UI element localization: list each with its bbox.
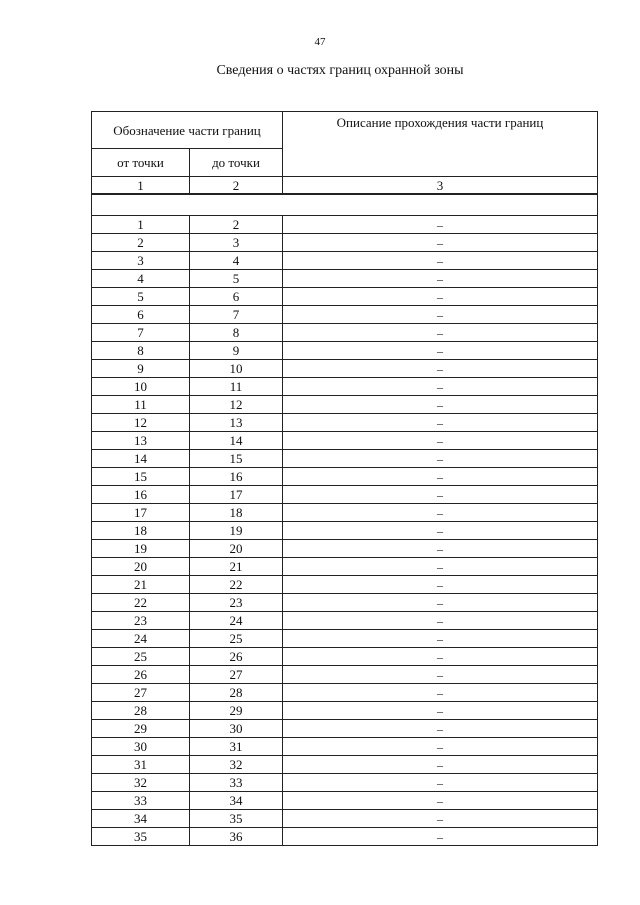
from-point-cell: 14: [92, 450, 190, 468]
table-row: [92, 306, 598, 324]
from-point-cell: 29: [92, 720, 190, 738]
from-point-cell: 24: [92, 630, 190, 648]
to-point-cell: 21: [190, 558, 283, 576]
description-cell: –: [283, 558, 598, 576]
to-point-cell: 20: [190, 540, 283, 558]
table-row: [92, 594, 598, 612]
table-row: [92, 288, 598, 306]
description-cell: –: [283, 378, 598, 396]
description-cell: –: [283, 774, 598, 792]
to-point-cell: 26: [190, 648, 283, 666]
blank-cell: [92, 194, 598, 216]
from-point-cell: 1: [92, 216, 190, 234]
from-point-cell: 19: [92, 540, 190, 558]
description-cell: –: [283, 486, 598, 504]
description-cell: –: [283, 522, 598, 540]
table-row: [92, 450, 598, 468]
to-point-cell: 29: [190, 702, 283, 720]
description-cell: –: [283, 576, 598, 594]
table-row: [92, 342, 598, 360]
column-number-row: [92, 177, 598, 195]
from-point-cell: 17: [92, 504, 190, 522]
header-row: [92, 112, 598, 149]
to-point-cell: 16: [190, 468, 283, 486]
description-cell: –: [283, 324, 598, 342]
description-cell: –: [283, 828, 598, 846]
from-point-cell: 31: [92, 756, 190, 774]
table-row: [92, 468, 598, 486]
table-row: [92, 270, 598, 288]
table-row: [92, 558, 598, 576]
blank-row: [92, 194, 598, 216]
to-point-cell: 27: [190, 666, 283, 684]
table-row: [92, 756, 598, 774]
from-point-cell: 9: [92, 360, 190, 378]
from-point-cell: 26: [92, 666, 190, 684]
to-point-cell: 4: [190, 252, 283, 270]
to-point-cell: 6: [190, 288, 283, 306]
header-from-cell: от точки: [92, 149, 190, 177]
description-cell: –: [283, 306, 598, 324]
table-row: [92, 414, 598, 432]
table-row: [92, 648, 598, 666]
from-point-cell: 4: [92, 270, 190, 288]
from-point-cell: 18: [92, 522, 190, 540]
to-point-cell: 33: [190, 774, 283, 792]
to-point-cell: 22: [190, 576, 283, 594]
to-point-cell: 7: [190, 306, 283, 324]
description-cell: –: [283, 342, 598, 360]
description-cell: –: [283, 234, 598, 252]
from-point-cell: 27: [92, 684, 190, 702]
table-row: [92, 486, 598, 504]
to-point-cell: 15: [190, 450, 283, 468]
table-row: [92, 576, 598, 594]
table-body: [92, 112, 598, 846]
description-cell: –: [283, 666, 598, 684]
description-cell: –: [283, 594, 598, 612]
table-row: [92, 504, 598, 522]
from-point-cell: 15: [92, 468, 190, 486]
from-point-cell: 20: [92, 558, 190, 576]
table-row: [92, 252, 598, 270]
description-cell: –: [283, 810, 598, 828]
description-cell: –: [283, 720, 598, 738]
table-row: [92, 522, 598, 540]
to-point-cell: 3: [190, 234, 283, 252]
from-point-cell: 25: [92, 648, 190, 666]
to-point-cell: 5: [190, 270, 283, 288]
description-cell: –: [283, 360, 598, 378]
description-cell: –: [283, 504, 598, 522]
column-number-cell: 3: [283, 177, 598, 195]
description-cell: –: [283, 630, 598, 648]
to-point-cell: 28: [190, 684, 283, 702]
description-cell: –: [283, 252, 598, 270]
to-point-cell: 24: [190, 612, 283, 630]
table-row: [92, 630, 598, 648]
from-point-cell: 5: [92, 288, 190, 306]
table-row: [92, 216, 598, 234]
description-cell: –: [283, 612, 598, 630]
description-cell: –: [283, 648, 598, 666]
description-cell: –: [283, 270, 598, 288]
table-row: [92, 396, 598, 414]
table-row: [92, 360, 598, 378]
from-point-cell: 6: [92, 306, 190, 324]
table-row: [92, 828, 598, 846]
to-point-cell: 10: [190, 360, 283, 378]
column-number-cell: 2: [190, 177, 283, 195]
from-point-cell: 2: [92, 234, 190, 252]
from-point-cell: 23: [92, 612, 190, 630]
from-point-cell: 22: [92, 594, 190, 612]
to-point-cell: 23: [190, 594, 283, 612]
description-cell: –: [283, 288, 598, 306]
table-row: [92, 792, 598, 810]
from-point-cell: 3: [92, 252, 190, 270]
table-row: [92, 540, 598, 558]
header-to-cell: до точки: [190, 149, 283, 177]
description-cell: –: [283, 702, 598, 720]
from-point-cell: 16: [92, 486, 190, 504]
table-row: [92, 432, 598, 450]
table-row: [92, 720, 598, 738]
to-point-cell: 34: [190, 792, 283, 810]
to-point-cell: 2: [190, 216, 283, 234]
from-point-cell: 30: [92, 738, 190, 756]
description-cell: –: [283, 756, 598, 774]
to-point-cell: 14: [190, 432, 283, 450]
to-point-cell: 32: [190, 756, 283, 774]
description-cell: –: [283, 684, 598, 702]
description-cell: –: [283, 396, 598, 414]
table-row: [92, 774, 598, 792]
page-number: 47: [314, 36, 326, 48]
from-point-cell: 32: [92, 774, 190, 792]
description-cell: –: [283, 540, 598, 558]
from-point-cell: 28: [92, 702, 190, 720]
table-row: [92, 810, 598, 828]
table-row: [92, 702, 598, 720]
table-row: [92, 234, 598, 252]
to-point-cell: 18: [190, 504, 283, 522]
table-row: [92, 612, 598, 630]
to-point-cell: 8: [190, 324, 283, 342]
header-description-cell: Описание прохождения части границ: [283, 112, 598, 177]
to-point-cell: 12: [190, 396, 283, 414]
to-point-cell: 11: [190, 378, 283, 396]
boundary-parts-table: [91, 111, 598, 846]
from-point-cell: 7: [92, 324, 190, 342]
table-row: [92, 666, 598, 684]
table-row: [92, 378, 598, 396]
table-row: [92, 684, 598, 702]
description-cell: –: [283, 414, 598, 432]
from-point-cell: 13: [92, 432, 190, 450]
header-group-cell: Обозначение части границ: [92, 112, 283, 149]
from-point-cell: 8: [92, 342, 190, 360]
description-cell: –: [283, 450, 598, 468]
from-point-cell: 33: [92, 792, 190, 810]
from-point-cell: 34: [92, 810, 190, 828]
description-cell: –: [283, 738, 598, 756]
to-point-cell: 25: [190, 630, 283, 648]
table-row: [92, 738, 598, 756]
to-point-cell: 35: [190, 810, 283, 828]
from-point-cell: 21: [92, 576, 190, 594]
column-number-cell: 1: [92, 177, 190, 195]
from-point-cell: 10: [92, 378, 190, 396]
to-point-cell: 9: [190, 342, 283, 360]
to-point-cell: 19: [190, 522, 283, 540]
to-point-cell: 36: [190, 828, 283, 846]
to-point-cell: 30: [190, 720, 283, 738]
from-point-cell: 11: [92, 396, 190, 414]
from-point-cell: 35: [92, 828, 190, 846]
description-cell: –: [283, 432, 598, 450]
document-title: Сведения о частях границ охранной зоны: [216, 63, 464, 78]
description-cell: –: [283, 792, 598, 810]
description-cell: –: [283, 468, 598, 486]
description-cell: –: [283, 216, 598, 234]
to-point-cell: 17: [190, 486, 283, 504]
table-row: [92, 324, 598, 342]
from-point-cell: 12: [92, 414, 190, 432]
to-point-cell: 31: [190, 738, 283, 756]
to-point-cell: 13: [190, 414, 283, 432]
